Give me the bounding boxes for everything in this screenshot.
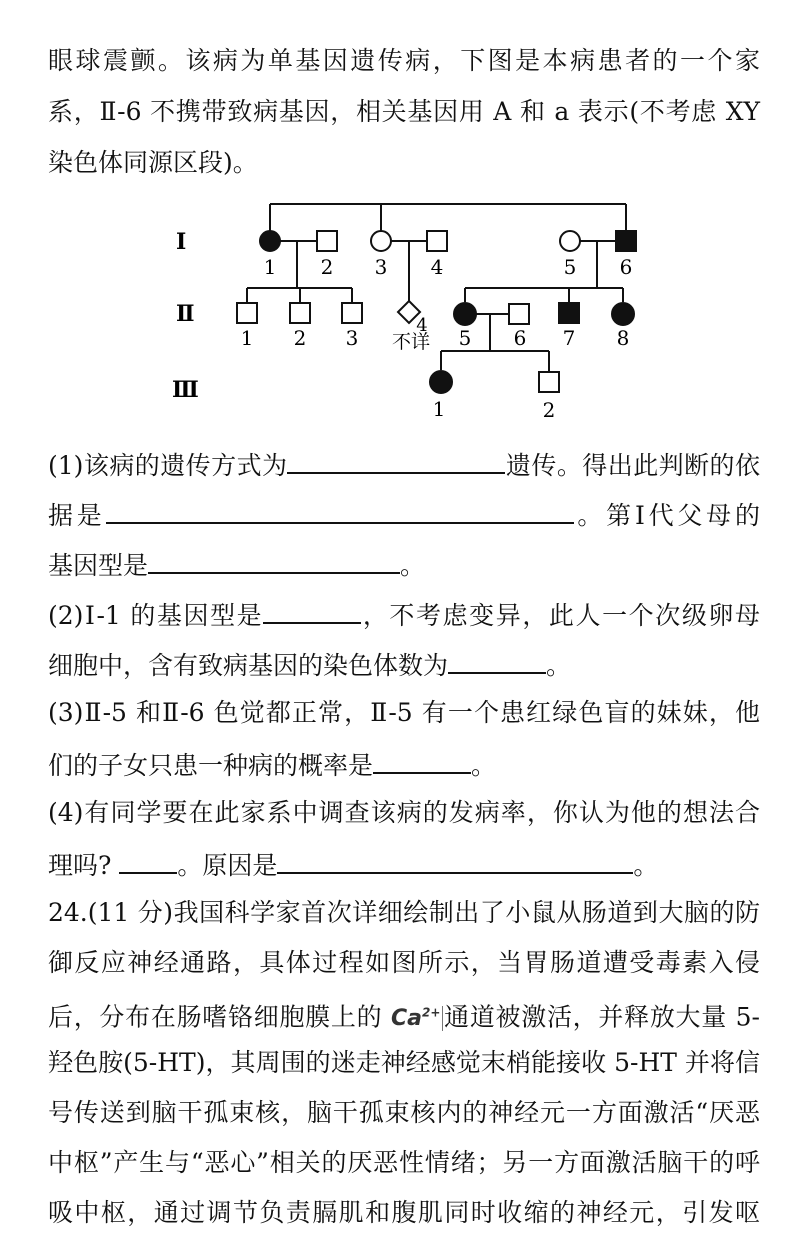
pedigree-diagram [160,188,640,438]
formula-superscript: 2+ [421,1006,441,1020]
label-II-3: 3 [345,326,359,350]
q1-inheritance-blank[interactable] [287,446,505,474]
individual-II-1-male [237,303,257,323]
label-II-2: 2 [293,326,307,350]
q1-reason-blank[interactable] [106,496,574,524]
individual-I-4-male [427,231,447,251]
q1-text-d: 。第Ⅰ代父母的 [573,501,760,530]
q1-text-f: 。 [400,551,426,580]
q24-line-5: 号传送到脑干孤束核，脑干孤束核内的神经元一方面激活“厌恶 [48,1098,760,1127]
question-4-line-2 [48,846,760,883]
q24-line-6: 中枢”产生与“恶心”相关的厌恶性情绪；另一方面激活脑干的呼 [48,1148,760,1177]
individual-II-8-affected-female [612,303,634,325]
label-III-1: 1 [432,397,446,421]
question-1-line-3 [48,546,760,583]
individual-I-6-affected-male [616,231,636,251]
q4-text-b: 理吗? [48,851,112,880]
q4-reason-blank[interactable] [277,846,633,874]
label-I-4: 4 [430,255,444,279]
q2-text-c: 细胞中，含有致病基因的染色体数为 [48,651,449,680]
q24-line-4: 羟色胺(5-HT)，其周围的迷走神经感觉末梢能接收 5-HT 并将信 [48,1048,760,1077]
individual-I-1-affected-female [260,231,280,251]
q2-chromosome-blank[interactable] [448,646,546,674]
label-I-2: 2 [320,255,334,279]
q24-line-1: 24.(11 分)我国科学家首次详细绘制出了小鼠从肠道到大脑的防 [48,898,760,927]
q1-text-e: 基因型是 [48,551,149,580]
q24-line-7: 吸中枢，通过调节负责膈肌和腹肌同时收缩的神经元，引发呕 [48,1198,760,1227]
q2-genotype-blank[interactable] [263,596,361,624]
question-1-line-2 [48,496,760,533]
q24-text-3b: 通道被激活，并释放大量 5- [443,1002,760,1032]
q2-text-d: 。 [546,651,572,680]
q24-text-3a: 后，分布在肠嗜铬细胞膜上的 [48,1002,383,1032]
gen-label-II: Ⅱ [176,301,195,327]
intro-line-1: 眼球震颤。该病为单基因遗传病，下图是本病患者的一个家 [48,46,760,75]
label-I-5: 5 [563,255,577,279]
q2-text-a: (2)Ⅰ-1 的基因型是 [48,601,264,630]
individual-I-3-female [371,231,391,251]
label-II-7: 7 [562,326,576,350]
calcium-ion-formula [391,1006,443,1031]
question-3-line-2 [48,746,760,783]
label-II-4-unknown: 不详 [391,331,431,353]
q3-text-c: 。 [471,751,497,780]
intro-line-3: 染色体同源区段)。 [48,148,258,177]
q24-line-3 [48,996,760,1036]
q1-text-a: (1)该病的遗传方式为 [48,451,288,480]
individual-I-2-male [317,231,337,251]
individual-II-6-male [509,304,529,324]
label-II-4: 4 [416,315,428,336]
gen-label-I: Ⅰ [176,229,187,255]
individual-II-5-affected-female [454,303,476,325]
individual-I-5-female [560,231,580,251]
question-3-line-1: (3)Ⅱ-5 和Ⅱ-6 色觉都正常，Ⅱ-5 有一个患红绿色盲的妹妹，他 [48,698,760,727]
label-II-8: 8 [616,326,630,350]
question-4-line-1: (4)有同学要在此家系中调查该病的发病率，你认为他的想法合 [48,798,760,827]
label-I-6: 6 [619,255,633,279]
formula-base: Ca [390,1006,422,1032]
q3-probability-blank[interactable] [373,746,471,774]
individual-III-1-affected-female [430,371,452,393]
label-II-5: 5 [458,326,472,350]
q2-text-b: ，不考虑变异，此人一个次级卵母 [361,601,760,630]
q24-line-2: 御反应神经通路，具体过程如图所示，当胃肠道遭受毒素入侵 [48,948,760,977]
q4-text-d: 。 [633,851,659,880]
q3-text-b: 们的子女只患一种病的概率是 [48,751,374,780]
individual-II-3-male [342,303,362,323]
label-II-1: 1 [240,326,254,350]
q1-text-c: 据是 [48,501,106,530]
individual-III-2-male [539,372,559,392]
gen-label-III: Ⅲ [172,377,199,403]
intro-line-2: 系，Ⅱ-6 不携带致病基因，相关基因用 A 和 a 表示(不考虑 XY [48,97,760,126]
label-I-3: 3 [374,255,388,279]
q1-text-b: 遗传。得出此判断的依 [505,451,760,480]
q4-text-c: 。原因是 [177,851,278,880]
label-III-2: 2 [542,398,556,422]
q4-reasonable-blank[interactable] [119,846,177,874]
question-2-line-2 [48,646,760,683]
label-II-6: 6 [513,326,527,350]
individual-II-7-affected-male [559,303,579,323]
question-1-line-1 [48,446,760,483]
q1-genotype-blank[interactable] [148,546,400,574]
question-2-line-1 [48,596,760,633]
label-I-1: 1 [263,255,277,279]
individual-II-2-male [290,303,310,323]
